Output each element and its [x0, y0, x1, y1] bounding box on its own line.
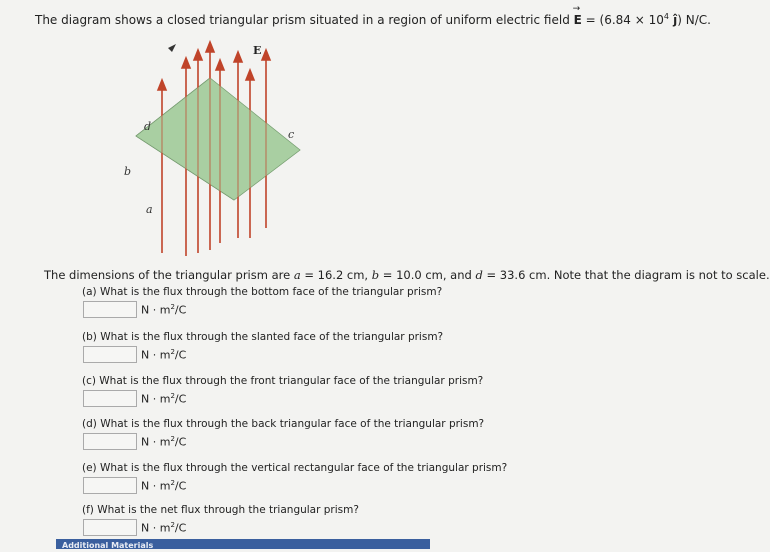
- field-unit: ) N/C.: [677, 13, 711, 27]
- question-f: [82, 504, 359, 536]
- dim-d-symbol: d: [475, 268, 483, 282]
- question-c: [82, 375, 483, 407]
- question-text: (b) What is the flux through the slanted face of the triangular prism?: [82, 331, 444, 343]
- question-a: [82, 286, 442, 318]
- dim-a-value: = 16.2 cm,: [300, 268, 372, 282]
- unit-label: $N \cdot m^2/C$: [141, 434, 187, 449]
- unit-vector: ĵ: [668, 13, 678, 27]
- dim-b-value: = 10.0 cm, and: [379, 268, 476, 282]
- unit-label: $N \cdot m^2/C$: [141, 391, 187, 406]
- question-text: (a) What is the flux through the bottom face of the triangular prism?: [82, 286, 443, 298]
- field-label: E: [253, 44, 262, 57]
- dims-lead: The dimensions of the triangular prism are: [44, 268, 294, 282]
- label-a: a: [146, 203, 153, 216]
- answer-input-a[interactable]: [83, 301, 137, 318]
- intro-text: The diagram shows a closed triangular prism situated in a region of uniform electric field: [35, 13, 574, 27]
- additional-materials-label[interactable]: Additional Materials: [62, 541, 154, 550]
- dim-a-symbol: a: [293, 268, 301, 282]
- label-d: d: [144, 120, 152, 133]
- dim-b-symbol: b: [371, 268, 380, 282]
- answer-input-b[interactable]: [83, 346, 137, 363]
- question-text: (d) What is the flux through the back triangular face of the triangular prism?: [82, 418, 485, 430]
- problem-statement: [35, 12, 711, 27]
- dimensions-text: [44, 268, 770, 282]
- question-e: [82, 462, 507, 494]
- prism-diagram: [110, 38, 320, 260]
- answer-input-d[interactable]: [83, 433, 137, 450]
- dim-d-value: = 33.6 cm. Note that the diagram is not to scale.: [482, 268, 770, 282]
- label-c: c: [288, 128, 295, 141]
- unit-label: $N \cdot m^2/C$: [141, 347, 187, 362]
- answer-input-f[interactable]: [83, 519, 137, 536]
- question-d: [82, 418, 484, 450]
- field-magnitude: = (6.84 × 10: [581, 13, 664, 27]
- question-b: [82, 331, 443, 363]
- answer-input-c[interactable]: [83, 390, 137, 407]
- unit-label: $N \cdot m^2/C$: [141, 520, 187, 535]
- unit-label: $N \cdot m^2/C$: [141, 478, 187, 493]
- field-vector-symbol: → E: [574, 13, 582, 27]
- question-text: (e) What is the flux through the vertical rectangular face of the triangular prism?: [82, 462, 508, 474]
- unit-label: $N \cdot m^2/C$: [141, 302, 187, 317]
- question-text: (c) What is the flux through the front triangular face of the triangular prism?: [82, 375, 484, 387]
- answer-input-e[interactable]: [83, 477, 137, 494]
- question-text: (f) What is the net flux through the triangular prism?: [82, 504, 359, 516]
- label-b: b: [124, 165, 132, 178]
- prism-face-slanted-overlay: [136, 78, 300, 200]
- field-arrow-small: [168, 44, 176, 52]
- field-exponent: 4: [663, 12, 669, 21]
